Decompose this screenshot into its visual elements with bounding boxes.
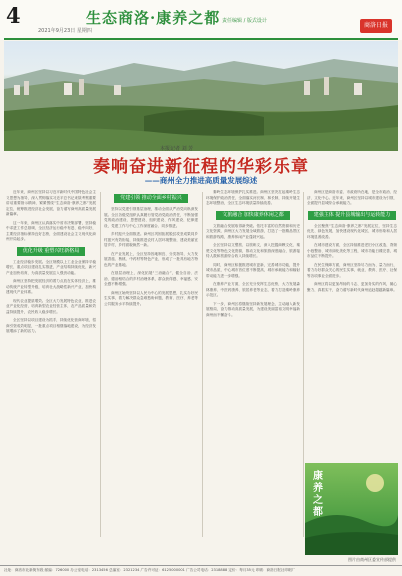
footer-info: 社址：商洛市北新街东段 邮编：726000 办公室电话：2313456 总编室：2321234 广告许可证：6125000001 广告公司电话：2318888 定价：每月35元 印刷：商洛日报社印刷厂 (4, 568, 296, 572)
header-divider (4, 38, 398, 40)
paragraph: 同时，商州区积极推进城市更新，完善城市功能，提升城市品质，中心城市首位度不断提高，城市承载能力和辐射带动能力进一步增强。 (206, 262, 300, 278)
paragraph: 全区聚焦“生态商洛·康养之都”发展定位，坚持生态优先、绿色发展，加快建设现代化城区，城市形象和人居环境显著改善。 (307, 223, 397, 239)
column-divider (202, 192, 203, 537)
page-number: 4 (6, 3, 21, 28)
paragraph: 工业经济稳步发展。全区规模以上工业企业保持平稳增长，重点项目建设扎实推进，产业结构持续优化，新兴产业加快培育，为高质量发展注入强劲动能。 (6, 259, 96, 275)
paragraph: 下一步，商州区将继续坚持新发展理念，主动融入新发展格局，奋力推动高质量发展，为建设美丽富裕文明幸福新商州而不懈奋斗。 (206, 301, 300, 317)
paragraph: 商州区将以更加昂扬的斗志、更加务实的作风，凝心聚力、真抓实干，奋力谱写新时代商州追赶超越新篇章。 (307, 282, 397, 292)
paragraph: 在基层治理上，深化拓展“三治融合”，健全自治、法治、德治相结合的乡村治理体系，群众获得感、幸福感、安全感不断增强。 (104, 271, 198, 286)
page-header (0, 0, 402, 40)
section-banner-subtitle: 责任编辑 / 版式设计 (222, 18, 267, 24)
city-landscape-photo (4, 41, 398, 151)
paragraph: 商州区是商洛市委、市政府所在地，是全市政治、经济、文化中心。近年来，商州区坚持以城市建设为引领，全面提升县城综合承载能力。 (307, 190, 397, 205)
promo-poster-image (305, 463, 398, 555)
paragraph: 全区坚持以项目建设为抓手，持续优化营商环境，招商引资成效明显，一批重点项目相继落地建设，为经济发展增添了新的活力。 (6, 318, 96, 333)
column-divider (303, 192, 304, 537)
paragraph: 全区坚持以文塑旅、以旅彰文，深入挖掘商鞅文化、秦楚文化等特色文化资源，推动文化和旅游深度融合，旅游接待人数和旅游综合收入持续增长。 (206, 243, 300, 258)
paragraph: 商州区坚持把发展经济的着力点放在实体经济上，推动传统产业转型升级，培育壮大战略性新兴产业，加快构建现代产业体系。 (6, 279, 96, 294)
paragraph: 这一年来，商州区认真落实中省市决策部署，坚持稳中求进工作总基调，全区经济运行稳中有进、稳中向好，主要经济指标保持良好态势，全面建设社会主义现代化商州开局起步。 (6, 220, 96, 241)
paragraph: 现代农业提质增效。全区大力发展特色农业，推进农业产业化经营，培育新型农业经营主体，农产品质量和效益持续提升，农民收入稳步增长。 (6, 298, 96, 314)
section-heading-industry: 优化升级 重塑兴旺新格局 (17, 247, 86, 256)
byline: 本报记者 刘 芳 (160, 146, 194, 152)
paragraph: 在产业发展上，全区坚持因地制宜、分类指导，大力发展香菇、核桃、中药材等特色产业，形成了一批具有地方特色的产业基地。 (104, 251, 198, 267)
section-heading-party: 党建引领 推动全面乡村振兴 (114, 194, 188, 203)
section-banner-title: 生态商洛·康养之都 (86, 9, 221, 27)
paragraph: 文旅融合发展取得新突破。依托丰富的自然资源和历史文化资源，商州区大力发展全域旅游，打造了一批精品景区和旅游线路，康养休闲产业蓬勃兴起。 (206, 223, 300, 239)
paragraph: 在民生保障方面，商州区坚持尽力而为、量力而行，着力办好群众关心的民生实事，就业、教育、医疗、社保等各项事业全面进步。 (307, 262, 397, 278)
paragraph: 坚持以党建引领基层治理，推动全面从严治党向纵深发展。全区各级党组织认真履行管党治党政治责任，不断加强党的政治建设、思想建设、组织建设、作风建设、纪律建设，党建工作与中心工作深度融合、同步推进。 (104, 207, 198, 228)
issue-date: 2021年9月23日 星期四 (38, 28, 92, 34)
article-column-4 (307, 190, 397, 458)
section-heading-tourism: 文旅融合 加快康养休闲之都 (216, 211, 290, 220)
page-footer (0, 565, 402, 576)
poster-title: 康养之都 (313, 471, 323, 518)
paragraph: 乡村振兴全面推进。商州区巩固拓展脱贫攻坚成果同乡村振兴有效衔接，持续推进农村人居环境整治，建设美丽宜居乡村，乡村面貌焕然一新。 (104, 232, 198, 247)
paragraph: 在城市建设方面，全区持续推进老旧小区改造、背街小巷整治、城市绿化美化等工程，城市功能日臻完善，城市品位不断提升。 (307, 243, 397, 258)
article-column-2 (104, 190, 198, 540)
subheadline: ——商州全力推进高质量发展综述 (144, 176, 258, 185)
paragraph: 秦岭生态环境保护扎实推进。商州区坚决扛起秦岭生态环境保护政治责任，全面落实河长制、林长制，持续开展生态环境整治，全区生态环境质量持续改善。 (206, 190, 300, 205)
paragraph: 在康养产业方面，全区充分发挥生态优势，大力发展森林康养、中医药康养、旅居养老等业态，着力打造秦岭康养示范区。 (206, 282, 300, 297)
newspaper-badge: 商洛日报 (360, 19, 392, 33)
poster-caption: 图片由商州区委宣传部提供 (348, 557, 396, 562)
paragraph: 近年来，商州区坚持以习近平新时代中国特色社会主义思想为指导，深入贯彻落实习近平总书记来陕考察重要讲话重要指示精神，紧紧围绕“生态商洛·康养之都”发展定位，统筹推进经济社会发展，奋力谱写商州高质量发展新篇章。 (6, 190, 96, 216)
article-column-1 (6, 190, 96, 540)
section-heading-county: 建强主体 提升县城输出与运转能力 (308, 211, 397, 220)
article-column-3 (206, 190, 300, 540)
column-divider (100, 192, 101, 537)
headline: 奏响奋进新征程的华彩乐章 (93, 157, 309, 177)
paragraph: 商州区始终坚持以人民为中心的发展思想，扎实办好民生实事，着力解决群众急难愁盼问题，教育、医疗、养老等公共服务水平持续提升。 (104, 290, 198, 306)
